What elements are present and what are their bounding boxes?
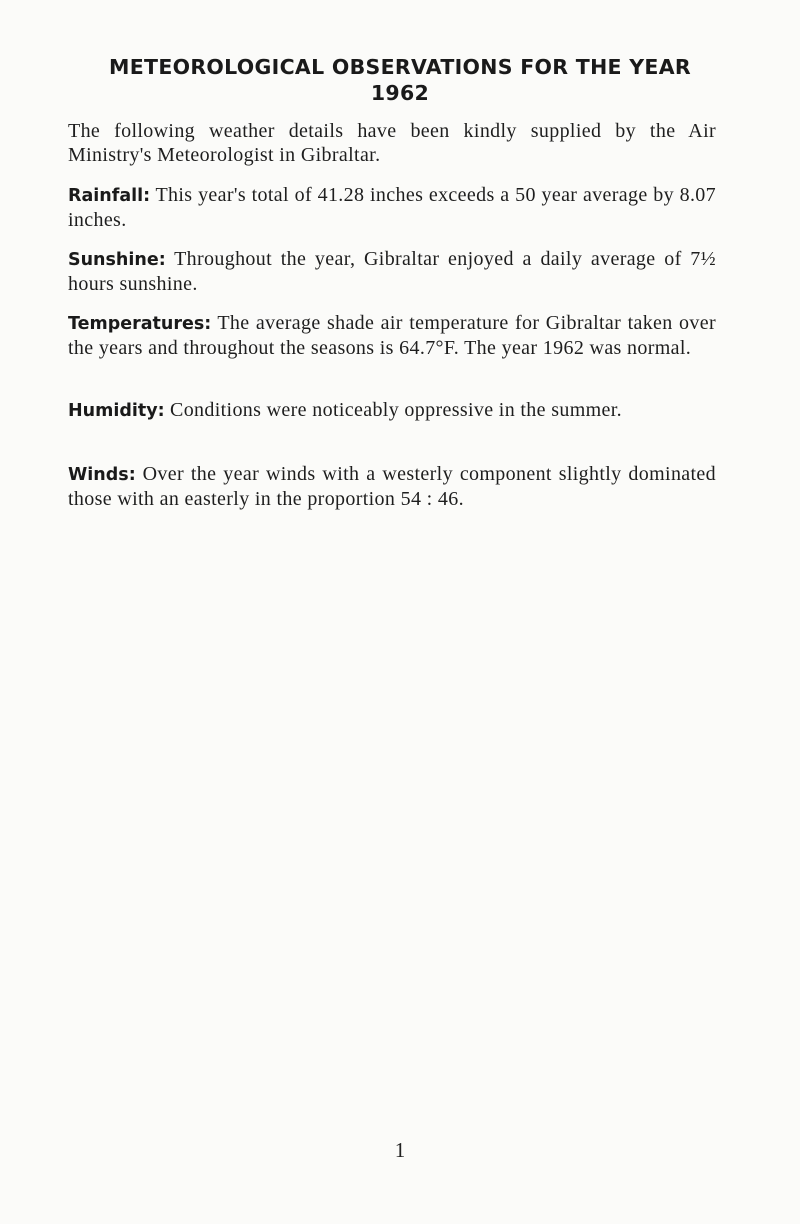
temperatures-paragraph <box>68 311 716 360</box>
humidity-paragraph <box>68 398 716 423</box>
rainfall-text: This year's total of 41.28 inches exceeds a 50 year average by 8.07 inches. <box>68 184 716 231</box>
humidity-heading: Humidity: <box>68 401 165 421</box>
temperatures-text: The average shade air temperature for Gibraltar taken over the years and throughout the seasons is 64.7°F. The year 1962 was normal. <box>68 312 716 359</box>
winds-heading: Winds: <box>68 465 136 485</box>
temperatures-heading: Temperatures: <box>68 314 212 334</box>
humidity-text: Conditions were noticeably oppressive in the summer. <box>170 399 623 421</box>
sunshine-heading: Sunshine: <box>68 250 166 270</box>
sunshine-paragraph <box>68 247 716 296</box>
rainfall-paragraph <box>68 183 716 232</box>
page-title: METEOROLOGICAL OBSERVATIONS FOR THE YEAR 1962 <box>109 55 691 105</box>
winds-text: Over the year winds with a westerly component slightly dominated those with an easterly in the proportion 54 : 46. <box>68 463 717 510</box>
rainfall-heading: Rainfall: <box>68 186 151 206</box>
winds-paragraph <box>68 462 716 511</box>
page-number: 1 <box>394 1138 406 1162</box>
intro-paragraph: The following weather details have been kindly supplied by the Air Ministry's Meteorologist in Gibraltar. <box>68 120 716 166</box>
sunshine-text: Throughout the year, Gibraltar enjoyed a daily average of 7½ hours sunshine. <box>68 248 716 295</box>
